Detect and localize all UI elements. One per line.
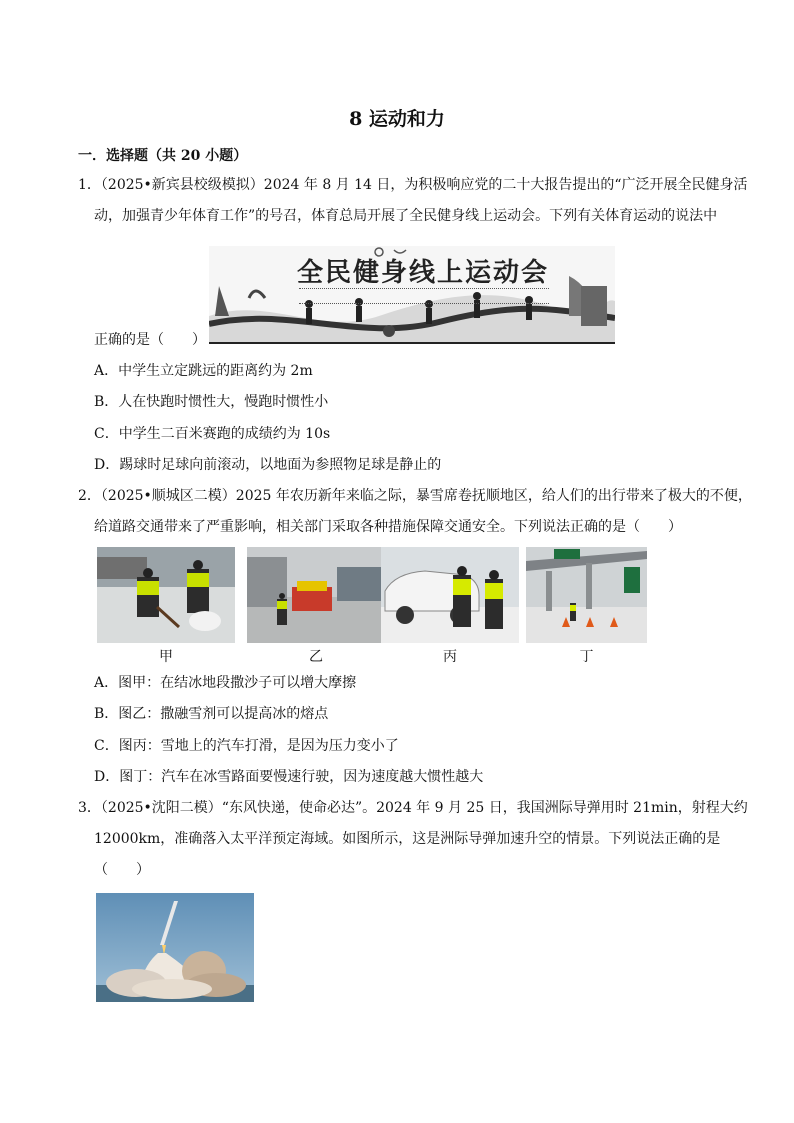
photo-bing xyxy=(381,547,519,643)
photo-yi xyxy=(247,547,385,643)
q1-option-d: D．踢球时足球向前滚动，以地面为参照物足球是静止的 xyxy=(94,457,442,473)
q1-option-b: B．人在快跑时惯性大，慢跑时惯性小 xyxy=(94,394,329,410)
q2-option-d: D．图丁：汽车在冰雪路面要慢速行驶，因为速度越大惯性越大 xyxy=(94,769,484,785)
caption-bing: 丙 xyxy=(443,649,457,665)
caption-yi: 乙 xyxy=(309,649,323,665)
q2-line1: 2．（2025•顺城区二模）2025 年农历新年来临之际，暴雪席卷抚顺地区，给人们的出行带来了极大的不便， xyxy=(78,488,752,504)
photo-jia xyxy=(97,547,235,643)
q2-option-b: B．图乙：撒融雪剂可以提高冰的熔点 xyxy=(94,706,329,722)
q3-line3: （ ） xyxy=(94,862,150,878)
q2-option-c: C．图丙：雪地上的汽车打滑，是因为压力变小了 xyxy=(94,738,399,754)
q2-option-a: A．图甲：在结冰地段撒沙子可以增大摩擦 xyxy=(94,675,357,691)
q1-option-c: C．中学生二百米赛跑的成绩约为 10s xyxy=(94,426,331,442)
banner-title: 全民健身线上运动会 xyxy=(297,258,550,288)
q1-option-a: A．中学生立定跳远的距离约为 2m xyxy=(94,363,313,379)
q3-line2: 12000km，准确落入太平洋预定海域。如图所示，这是洲际导弹加速升空的情景。下列说法正确的是 xyxy=(94,831,721,847)
section-heading: 一．选择题（共 20 小题） xyxy=(78,148,248,164)
missile-launch-photo xyxy=(96,893,254,1002)
q1-line3: 正确的是（ ） xyxy=(94,332,206,348)
q3-line1: 3．（2025•沈阳二模）“东风快递，使命必达”。2024 年 9 月 25 日，我国洲际导弹用时 21min，射程大约 xyxy=(78,800,748,816)
caption-ding: 丁 xyxy=(579,649,594,665)
q1-banner-image xyxy=(209,246,615,344)
page-title: 8 运动和力 xyxy=(349,108,445,130)
q1-line2: 动，加强青少年体育工作”的号召，体育总局开展了全民健身线上运动会。下列有关体育运动的说法中 xyxy=(94,208,718,224)
caption-jia: 甲 xyxy=(159,649,173,665)
q1-line1: 1．（2025•新宾县校级模拟）2024 年 8 月 14 日，为积极响应党的二十大报告提出的“广泛开展全民健身活 xyxy=(78,177,748,193)
q2-line2: 给道路交通带来了严重影响，相关部门采取各种措施保障交通安全。下列说法正确的是（ ） xyxy=(94,519,682,535)
banner-subtext-decoration xyxy=(299,288,549,304)
photo-ding xyxy=(526,547,664,643)
